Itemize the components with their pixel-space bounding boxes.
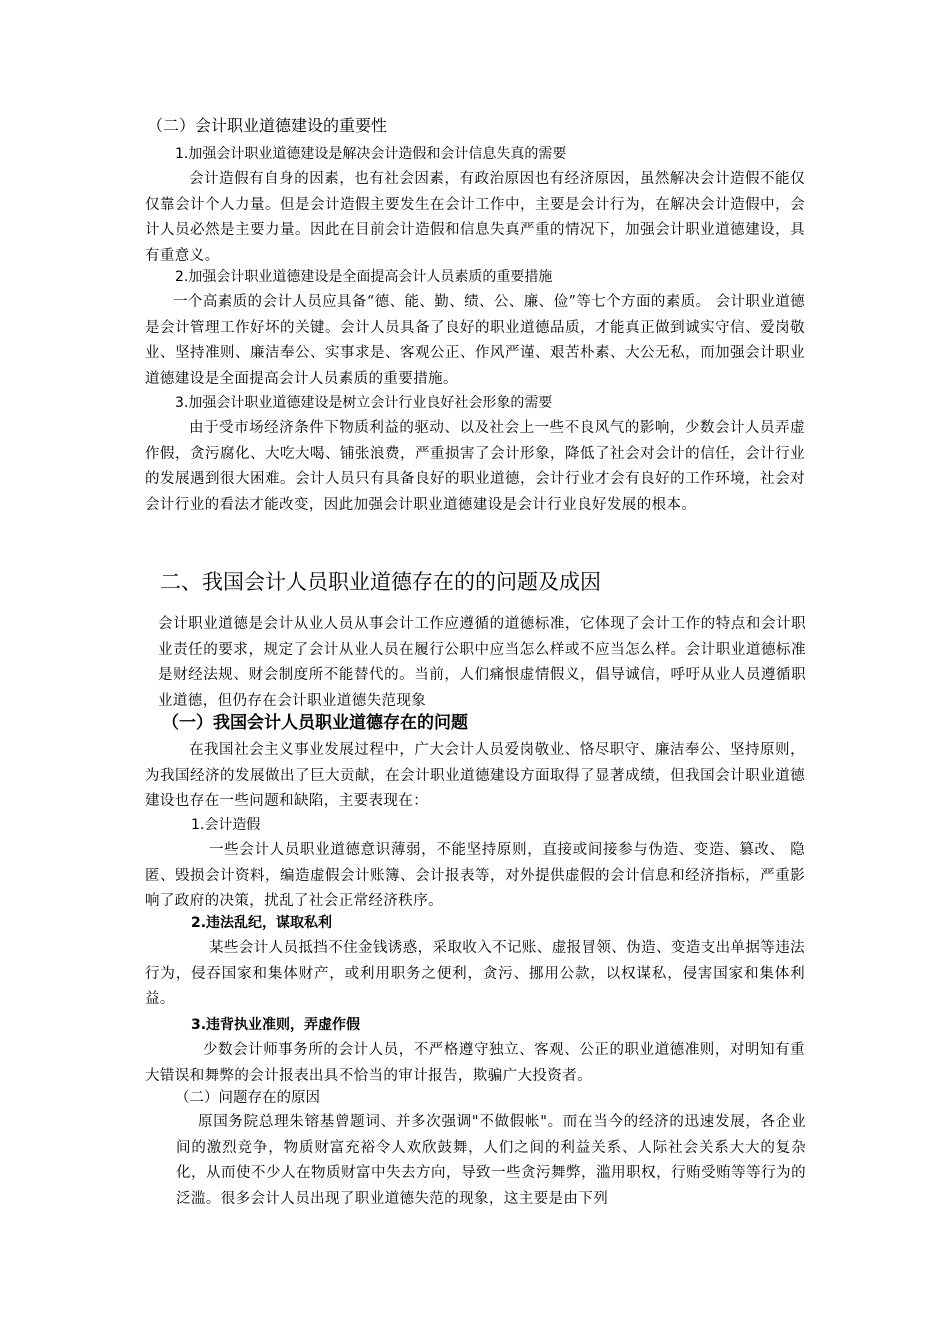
sub1-body: [145, 738, 805, 815]
intro-text: 会计职业道德是会计从业人员从事会计工作应遵循的道德标准，它体现了会计工作的特点和会计职业责任的要求，规定了会计从业人员在履行公职中应当怎么样或不应当怎么样。会计职业道德标准是财经法规、财会制度所不能替代的。当前，人们痛恨虚情假义，倡导诚信，呼吁从业人员遵循职业道德，但仍存在会计职业道德失范现象: [158, 616, 806, 709]
problem-text: 少数会计师事务所的会计人员，不严格遵守独立、客观、公正的职业道德准则，对明知有重大错误和舞弊的会计报表出具不恰当的审计报告，欺骗广大投资者。: [145, 1042, 805, 1084]
problems-intro: [158, 612, 806, 714]
problem-text: 一些会计人员职业道德意识薄弱，不能坚持原则，直接或间接参与伪造、变造、篡改、 隐匿、毁损会计资料，编造虚假会计账簿、会计报表等，对外提供虚假的会计信息和经济指标，严重影响了政府的决策，扰乱了社会正常经济秩序。: [145, 842, 805, 909]
sub2-body: [176, 1110, 806, 1212]
problem-title: 1.会计造假: [191, 817, 261, 833]
chapter-title: 二、我国会计人员职业道德存在的的问题及成因: [160, 570, 601, 594]
item-title: 3.加强会计职业道德建设是树立会计行业良好社会形象的需要: [175, 395, 553, 411]
problem1: [145, 814, 805, 915]
item2: [145, 266, 805, 392]
problem3: [145, 1014, 805, 1089]
item-text: 由于受市场经济条件下物质利益的驱动、以及社会上一些不良风气的影响，少数会计人员弄虚作假，贪污腐化、大吃大喝、铺张浪费，严重损害了会计形象，降低了社会对会计的信任，会计行业的发展遇到很大困难。会计人员只有具备良好的职业道德，会计行业才会有良好的工作环境，社会对会计行业的看法才能改变，因此加强会计职业道德建设是会计行业良好发展的根本。: [145, 420, 805, 513]
problem-text: 某些会计人员抵挡不住金钱诱惑，采取收入不记账、虚报冒领、伪造、变造支出单据等违法行为，侵吞国家和集体财产，或利用职务之便利，贪污、挪用公款，以权谋私，侵害国家和集体利益。: [145, 940, 805, 1007]
item-title: 2.加强会计职业道德建设是全面提高会计人员素质的重要措施: [175, 269, 553, 285]
section-title: （二）会计职业道德建设的重要性: [147, 116, 388, 135]
subsection-title: （一）我国会计人员职业道德存在的问题: [162, 713, 468, 733]
item-title: 1.加强会计职业道德建设是解决会计造假和会计信息失真的需要: [175, 146, 567, 162]
section-importance: [145, 116, 805, 136]
sub1: [162, 712, 822, 734]
item1: [145, 143, 805, 269]
item3: [145, 392, 805, 518]
item-text: 一个高素质的会计人员应具备“德、能、勤、绩、公、廉、俭”等七个方面的素质。 会计职业道德是会计管理工作好坏的关键。会计人员具备了良好的职业道德品质，才能真正做到诚实守信、爱岗敬业、坚持准则、廉洁奉公、实事求是、客观公正、作风严谨、艰苦朴素、大公无私，而加强会计职业道德建设是全面提高会计人员素质的重要措施。: [145, 294, 805, 387]
subsection-text: 原国务院总理朱镕基曾题词、并多次强调"不做假帐"。而在当今的经济的迅速发展，各企业间的激烈竞争，物质财富充裕令人欢欣鼓舞，人们之间的利益关系、人际社会关系大大的复杂化，从而使不少人在物质财富中失去方向，导致一些贪污舞弊，滥用职权，行贿受贿等等行为的泛滥。很多会计人员出现了职业道德失范的现象，这主要是由下列: [176, 1114, 806, 1207]
sub2: [145, 1087, 805, 1109]
item-text: 会计造假有自身的因素，也有社会因素，有政治原因也有经济原因，虽然解决会计造假不能仅仅靠会计个人力量。但是会计造假主要发生在会计工作中，主要是会计行为，在解决会计造假中，会计人员必然是主要力量。因此在目前会计造假和信息失真严重的情况下，加强会计职业道德建设，具有重意义。: [145, 171, 805, 264]
problem-title: 3.违背执业准则，弄虚作假: [191, 1017, 361, 1033]
problem2: [145, 912, 805, 1013]
problem-title: 2.违法乱纪，谋取私利: [191, 915, 333, 931]
subsection-text: 在我国社会主义事业发展过程中，广大会计人员爱岗敬业、恪尽职守、廉洁奉公、坚持原则，为我国经济的发展做出了巨大贡献，在会计职业道德建设方面取得了显著成绩，但我国会计职业道德建设也存在一些问题和缺陷，主要表现在：: [145, 742, 805, 809]
section-problems-heading: [160, 568, 820, 596]
subsection-title: （二）问题存在的原因: [175, 1090, 320, 1106]
